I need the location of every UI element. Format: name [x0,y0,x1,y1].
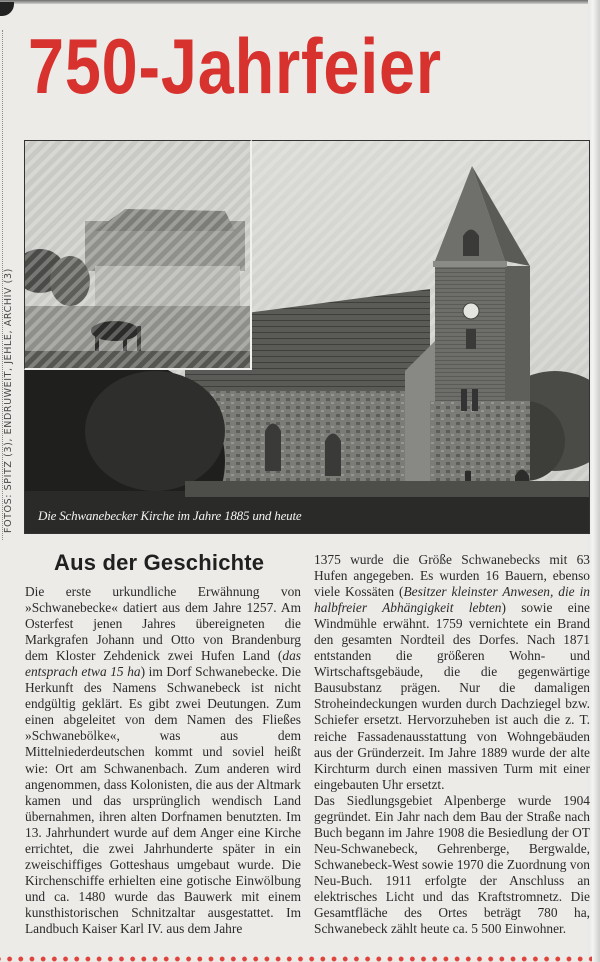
text-run: ) im Dorf Schwanebecke. Die Herkunft des Namens Schwanebeck ist nicht endgültig geklärt. Es gibt zwei Deutungen. Zum einen abgeleitet von dem Namen des Fließes »Schwanebölke«, was aus dem Mittelniederdeutschen kommt und soviel heißt wie: Ort am Schwanenbach. Zum anderen wird angenommen, dass Kolonisten, die aus der Altmark kamen und das ursprünglich wendisch Land übernahmen, ihren alten Dorfnamen benutzten. Im 13. Jahrhundert wurde auf dem Anger eine Kirche errichtet, die zwei Jahrhunderte später in ein zweischiffiges Gotteshaus umgebaut wurde. Die Kirchenschiffe erhielten eine gotische Einwölbung und ca. 1480 wurde das Bauwerk mit einem kunsthistorischen Schnitzaltar ausgestattet. Im Landbuch Kaiser Karl IV. aus dem Jahre [25,664,301,936]
italic-note: das entsprach etwa 15 ha [25,648,301,680]
italic-note: Besitzer kleinster Anwesen, die in halbfreier Abhängigkeit lebten [314,584,590,616]
text-run: 1375 wurde die Größe Schwanebecks mit 63 Hufen angegeben. Es wurden 16 Bauern, ebenso viele Kossäten ( [314,552,590,600]
corner-mark [0,2,14,16]
text-run: Die erste urkundliche Erwähnung von »Schwanebecke« datiert aus dem Jahre 1257. Am Osterfest jenen Jahres übereigneten die Markgrafen Johann und Otto von Brandenburg dem Kloster Zehdenick zwei Hufen Land ( [25,584,301,664]
photo-credit: FOTOS: SPITZ (3), ENDRUWEIT, JEHLE, ARCHIV (3) [3,268,14,533]
red-dotted-divider [0,956,592,962]
historic-church-illustration [25,141,250,368]
article-paragraph [25,584,301,937]
section-title: Aus der Geschichte [54,550,265,575]
article-paragraph [314,552,590,793]
historic-photo-1885 [24,140,252,370]
text-run: ) sowie eine Windmühle erwähnt. 1759 vernichtete ein Brand den gesamten Nordteil des Dorfes. Nach 1871 entstanden die größeren Wohn- und Wirtschaftsgebäude, die die gegenwärtige Bausubstanz prägen. Nur die damaligen Stroheindeckungen wurden durch Dachziegel bzw. Schiefer ersetzt. Hervorzuheben ist auch die z. T. reiche Fassadenausstattung von Wohngebäuden aus der Gründerzeit. Im Jahre 1889 wurde der alte Kirchturm durch einen massiven Turm mit einer eingebauten Uhr ersetzt. [314,600,590,792]
page-top-edge [0,0,600,4]
article-column-left [25,584,301,937]
headline: 750-Jahrfeier [28,22,442,110]
article-paragraph: Das Siedlungsgebiet Alpenberge wurde 1904 gegründet. Ein Jahr nach dem Bau der Straße nach Buch begann im Jahre 1908 die Besiedlung der OT Neu-Schwanebeck, Gehrenberge, Bergwalde, Schwanebeck-West sowie 1970 die Zuordnung von Neu-Buch. 1911 erfolgte der Anschluss an elektrisches Licht und das Kraftstromnetz. Die Gesamtfläche des Ortes beträgt 780 ha, Schwanebeck zählt heute ca. 5 500 Einwohner. [314,792,590,937]
photo-caption: Die Schwanebecker Kirche im Jahre 1885 und heute [38,508,302,523]
article-column-right [314,552,590,937]
